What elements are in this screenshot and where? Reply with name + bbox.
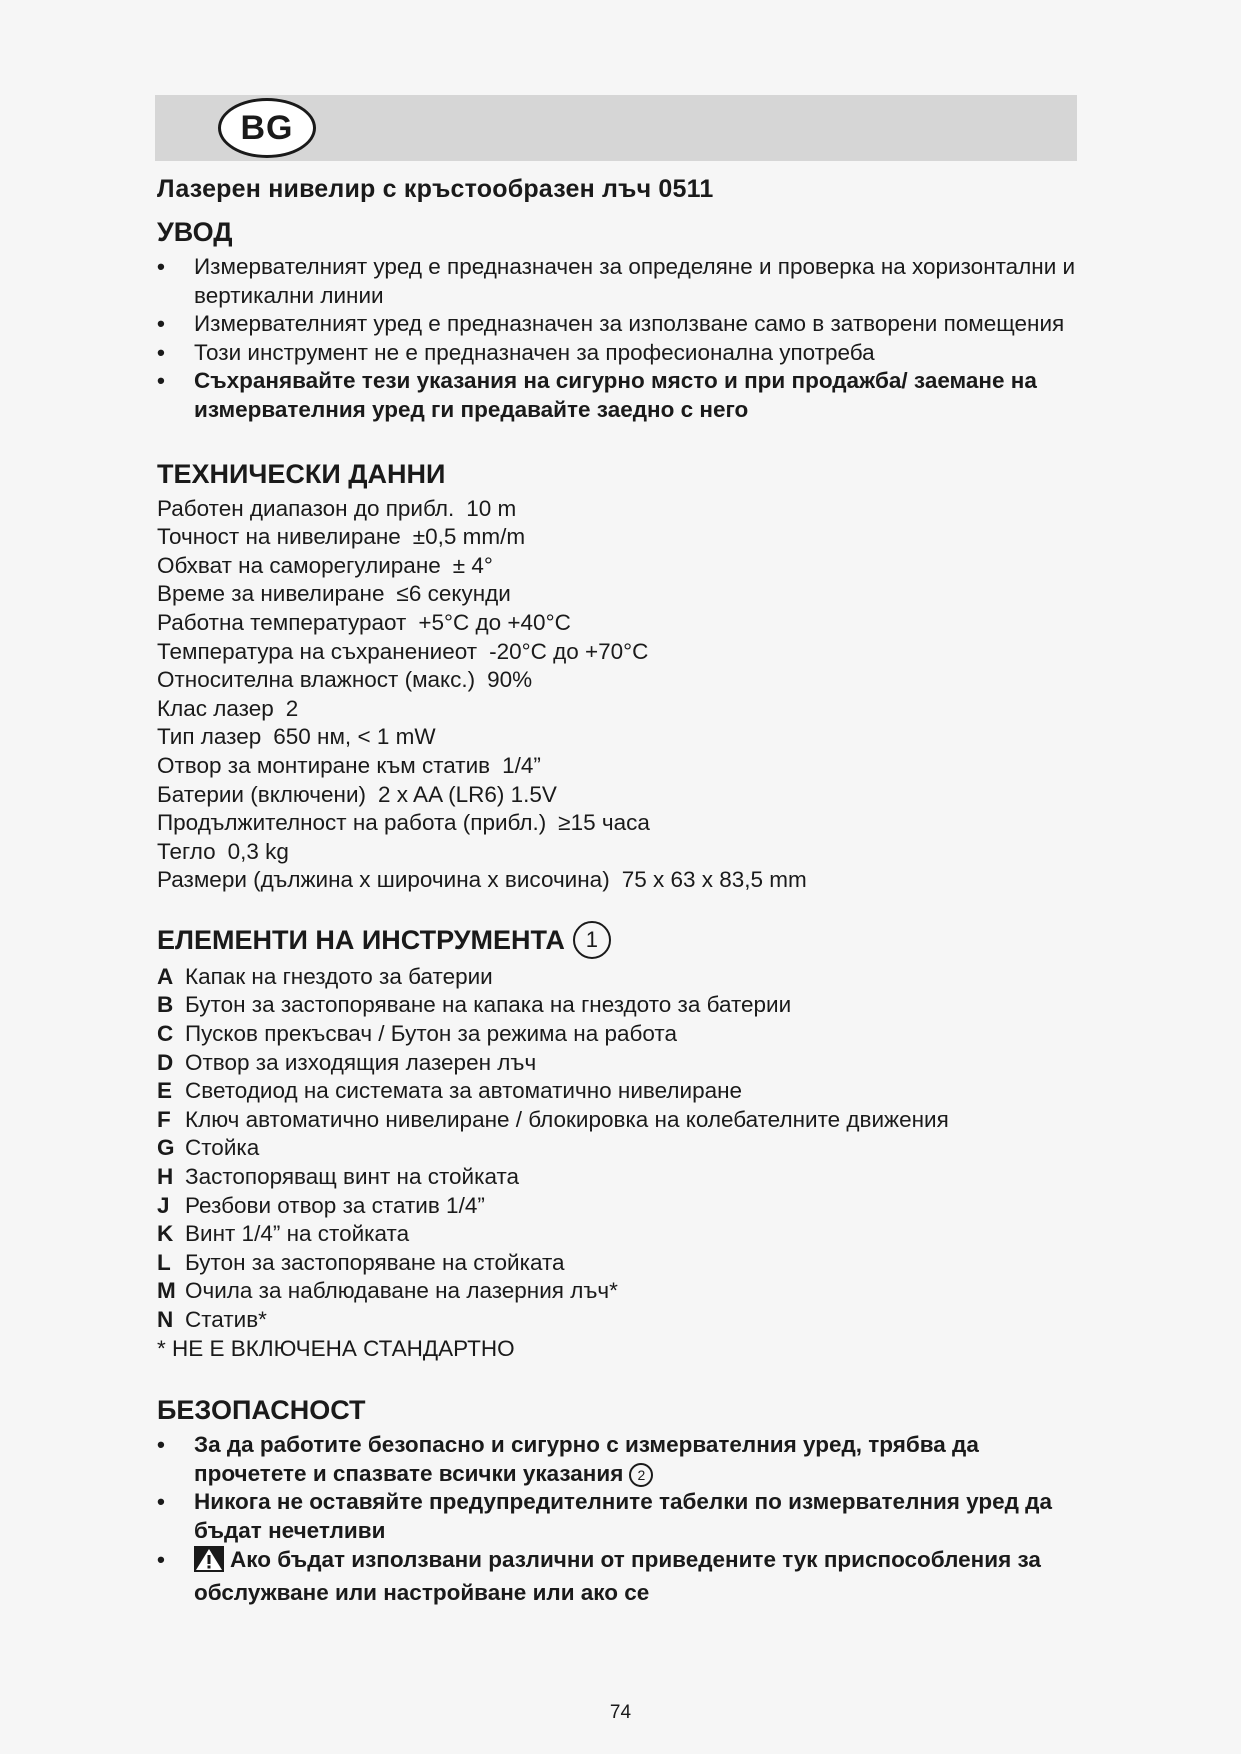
tech-spec-list — [157, 495, 1087, 895]
element-description: Светодиод на системата за автоматично нивелиране — [185, 1078, 743, 1104]
element-item — [157, 1106, 1087, 1135]
element-letter: E — [157, 1078, 173, 1104]
element-description: Очила за наблюдаване на лазерния лъч* — [185, 1278, 618, 1304]
element-description: Ключ автоматично нивелиране / блокировка на колебателните движения — [185, 1106, 949, 1132]
element-description: Пусков прекъсвач / Бутон за режима на работа — [185, 1021, 677, 1047]
element-letter: M — [157, 1278, 176, 1304]
tech-spec-value: 2 x AA (LR6) 1.5V — [378, 781, 557, 807]
tech-spec-row — [157, 609, 1087, 638]
tech-spec-row — [157, 552, 1087, 581]
tech-spec-row — [157, 638, 1087, 667]
element-description: Бутон за застопоряване на стойката — [185, 1249, 565, 1275]
element-letter: K — [157, 1221, 174, 1247]
element-item — [157, 1220, 1087, 1249]
element-description: Винт 1/4” на стойката — [185, 1221, 410, 1247]
tech-spec-row — [157, 781, 1087, 810]
tech-spec-value: ≤6 секунди — [396, 581, 511, 607]
tech-spec-value: ≥15 часа — [558, 810, 650, 836]
safety-bullet-text: За да работите безопасно и сигурно с измервателния уред, трябва да прочетете и спазвате всички указания — [194, 1432, 979, 1486]
element-item — [157, 1192, 1087, 1221]
tech-spec-value: 90% — [487, 667, 533, 693]
tech-spec-value: -20°C до +70°C — [489, 638, 649, 664]
tech-spec-row — [157, 666, 1087, 695]
element-letter: A — [157, 963, 174, 989]
tech-spec-row — [157, 695, 1087, 724]
safety-list — [157, 1431, 1087, 1608]
safety-heading: БЕЗОПАСНОСТ — [157, 1395, 366, 1426]
element-letter: N — [157, 1307, 174, 1332]
safety-bullet — [157, 1546, 1087, 1608]
element-description: Отвор за изходящия лазерен лъч — [185, 1049, 537, 1075]
element-description: Резбови отвор за статив 1/4” — [185, 1192, 485, 1218]
element-description: Стойка — [185, 1135, 260, 1161]
tech-spec-label: Точност на нивелиране — [157, 524, 401, 550]
element-letter: J — [157, 1192, 170, 1218]
tech-spec-row — [157, 866, 1087, 895]
elements-list — [157, 963, 1087, 1335]
intro-heading: УВОД — [157, 217, 233, 247]
tech-spec-value: +5°C до +40°C — [418, 609, 571, 635]
tech-spec-label: Обхват на саморегулиране — [157, 552, 441, 578]
tech-spec-label: Относителна влажност (макс.) — [157, 667, 476, 693]
tech-spec-row — [157, 495, 1087, 524]
tech-spec-label: Клас лазер — [157, 695, 274, 721]
element-letter: L — [157, 1249, 171, 1275]
element-item — [157, 1249, 1087, 1278]
page-content — [157, 173, 1087, 1608]
element-item — [157, 963, 1087, 992]
tech-spec-row — [157, 523, 1087, 552]
figure-ref-badge: 1 — [573, 921, 611, 959]
tech-spec-value: 650 нм, < 1 mW — [273, 724, 436, 750]
document-title: Лазерен нивелир с кръстообразен лъч 0511 — [157, 175, 714, 203]
element-letter: G — [157, 1135, 175, 1161]
intro-bullet: • Измервателният уред е предназначен за използване само в затворени помещения — [157, 310, 1087, 339]
element-item — [157, 1163, 1087, 1192]
element-item — [157, 1277, 1087, 1306]
element-item — [157, 991, 1087, 1020]
tech-heading: ТЕХНИЧЕСКИ ДАННИ — [157, 458, 446, 489]
tech-spec-label: Продължителност на работа (прибл.) — [157, 810, 547, 836]
elements-heading — [157, 921, 1087, 959]
element-letter: B — [157, 992, 174, 1018]
element-item — [157, 1049, 1087, 1078]
element-description: Капак на гнездото за батерии — [185, 963, 493, 989]
tech-spec-label: Тип лазер — [157, 724, 262, 750]
tech-spec-row — [157, 838, 1087, 867]
tech-spec-value: 1/4” — [502, 752, 541, 778]
tech-spec-label: Тегло — [157, 838, 216, 864]
elements-footnote: * НЕ Е ВКЛЮЧЕНА СТАНДАРТНО — [157, 1335, 515, 1361]
element-description: Застопоряващ винт на стойката — [185, 1164, 520, 1190]
warning-triangle-icon — [194, 1546, 224, 1580]
tech-spec-row — [157, 580, 1087, 609]
tech-spec-value: 0,3 kg — [227, 838, 289, 864]
tech-spec-label: Размери (дължина x широчина x височина) — [157, 867, 610, 893]
tech-spec-label: Работен диапазон до прибл. — [157, 495, 455, 521]
safety-bullet — [157, 1431, 1087, 1488]
element-item — [157, 1020, 1087, 1049]
tech-spec-label: Отвор за монтиране към статив — [157, 752, 491, 778]
element-letter: D — [157, 1049, 174, 1075]
safety-bullet-text: Ако бъдат използвани различни от приведените тук приспособления за обслужване или настройване или ако се — [194, 1546, 1041, 1606]
element-item — [157, 1134, 1087, 1163]
tech-spec-label: Работна температураот — [157, 609, 407, 635]
element-letter: H — [157, 1164, 174, 1190]
tech-spec-row — [157, 809, 1087, 838]
tech-spec-row — [157, 723, 1087, 752]
tech-spec-label: Време за нивелиране — [157, 581, 385, 607]
element-description: Бутон за застопоряване на капака на гнездото за батерии — [185, 992, 792, 1018]
element-item — [157, 1306, 1087, 1335]
tech-spec-value: ±0,5 mm/m — [412, 524, 526, 550]
tech-spec-value: 2 — [285, 695, 299, 721]
intro-bullet: • Измервателният уред е предназначен за определяне и проверка на хоризонтални и вертикални линии — [157, 253, 1087, 310]
safety-bullet: • Никога не оставяйте предупредителните табелки по измервателния уред да бъдат нечетливи — [157, 1488, 1087, 1545]
language-badge: BG — [218, 98, 316, 158]
elements-heading-text: ЕЛЕМЕНТИ НА ИНСТРУМЕНТА — [157, 924, 565, 955]
element-description: Статив* — [185, 1307, 267, 1332]
tech-spec-label: Температура на съхранениеот — [157, 638, 478, 664]
element-letter: C — [157, 1021, 174, 1047]
tech-spec-row — [157, 752, 1087, 781]
intro-bullet: • Този инструмент не е предназначен за професионална употреба — [157, 339, 1087, 368]
element-item — [157, 1077, 1087, 1106]
tech-spec-value: 75 x 63 x 83,5 mm — [621, 867, 807, 893]
page-number: 74 — [609, 1702, 632, 1723]
tech-spec-label: Батерии (включени) — [157, 781, 367, 807]
intro-list — [157, 253, 1087, 425]
tech-spec-value: ± 4° — [452, 552, 493, 578]
tech-spec-value: 10 m — [466, 495, 517, 521]
figure-ref-badge-small: 2 — [629, 1463, 653, 1487]
element-letter: F — [157, 1106, 171, 1132]
intro-bullet-bold: • Съхранявайте тези указания на сигурно място и при продажба/ заемане на измервателния уред ги предавайте заедно с него — [157, 367, 1087, 424]
